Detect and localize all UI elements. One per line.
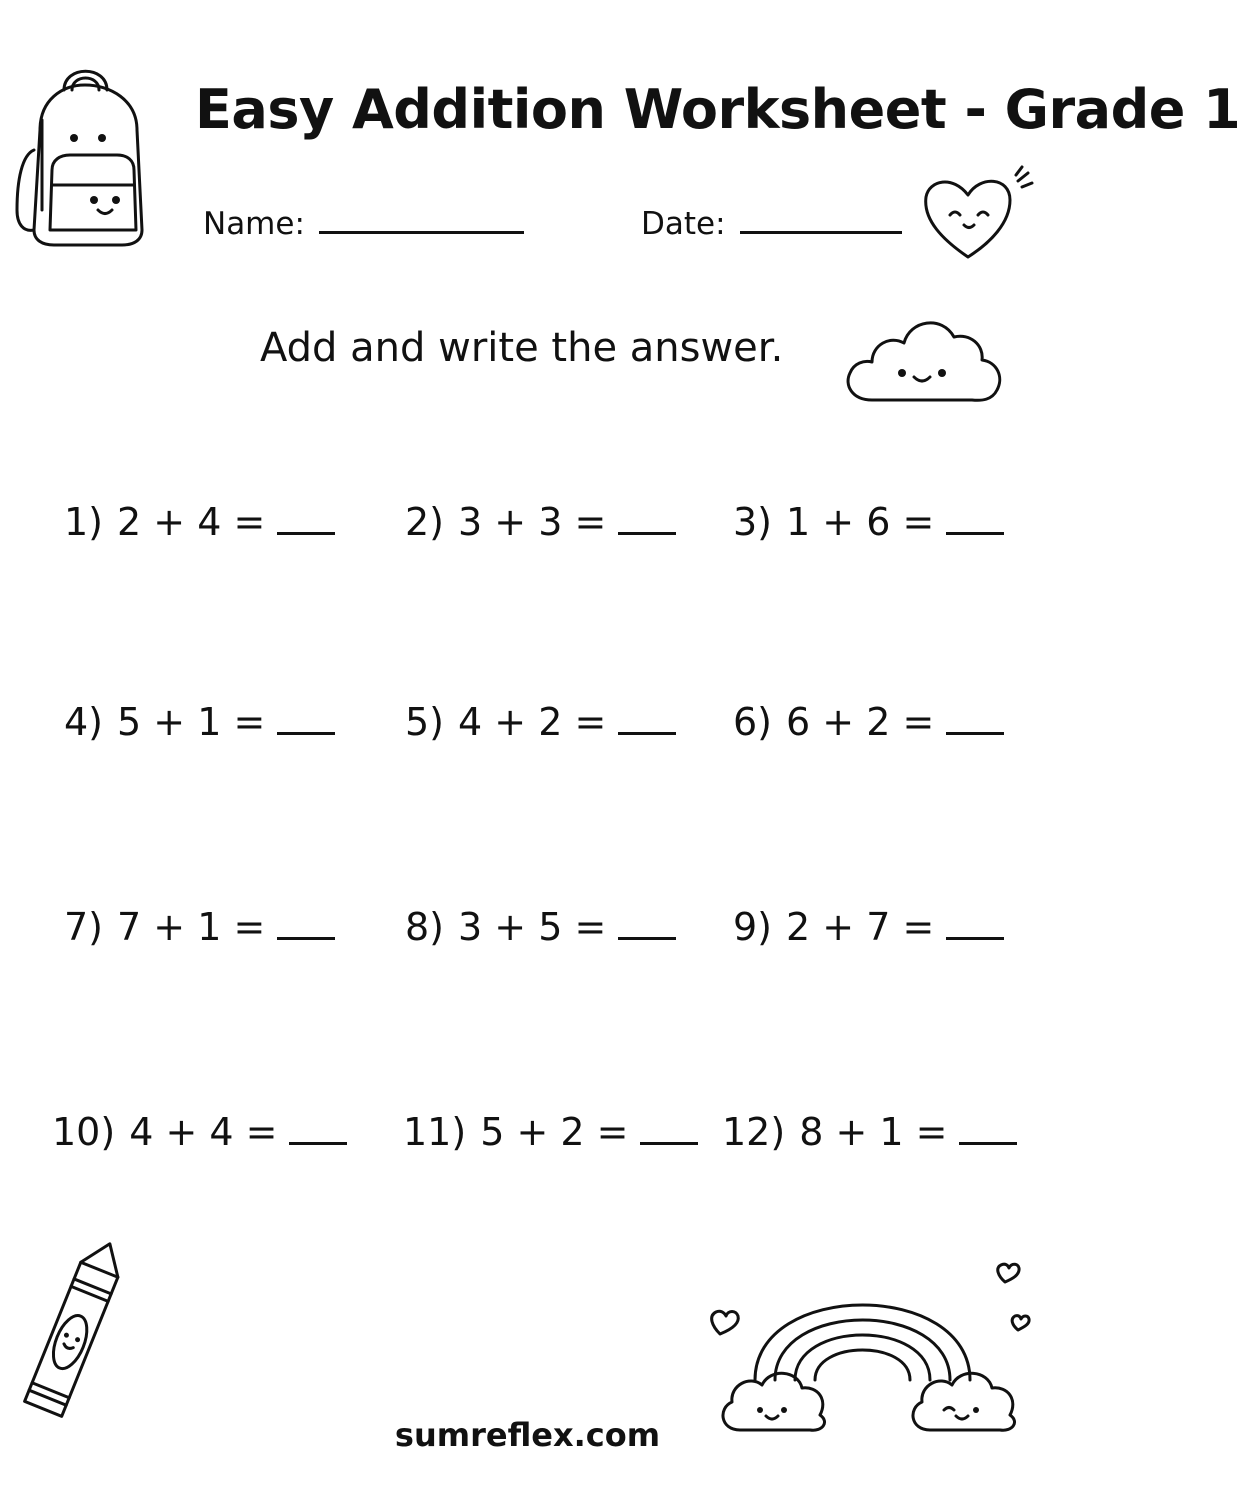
page-title: Easy Addition Worksheet - Grade 1 [195,78,1240,141]
answer-blank[interactable] [618,702,676,735]
answer-blank[interactable] [277,502,335,535]
date-label: Date: [641,206,726,242]
problem-item: 4) 5 + 1 = [64,700,335,744]
answer-blank[interactable] [946,702,1004,735]
answer-blank[interactable] [277,907,335,940]
problem-item: 12) 8 + 1 = [722,1110,1017,1154]
rainbow-icon [700,1230,1040,1440]
problem-item: 1) 2 + 4 = [64,500,335,544]
answer-blank[interactable] [640,1112,698,1145]
problem-item: 8) 3 + 5 = [405,905,676,949]
answer-blank[interactable] [618,502,676,535]
problem-item: 5) 4 + 2 = [405,700,676,744]
problem-item: 6) 6 + 2 = [733,700,1004,744]
problem-item: 7) 7 + 1 = [64,905,335,949]
problem-item: 10) 4 + 4 = [52,1110,347,1154]
problem-item: 3) 1 + 6 = [733,500,1004,544]
answer-blank[interactable] [946,502,1004,535]
problem-item: 11) 5 + 2 = [403,1110,698,1154]
answer-blank[interactable] [959,1112,1017,1145]
problem-item: 9) 2 + 7 = [733,905,1004,949]
answer-blank[interactable] [618,907,676,940]
problem-item: 2) 3 + 3 = [405,500,676,544]
answer-blank[interactable] [946,907,1004,940]
answer-blank[interactable] [277,702,335,735]
footer-website: sumreflex.com [394,1416,661,1454]
crayon-icon [15,1235,135,1425]
answer-blank[interactable] [289,1112,347,1145]
instruction-text: Add and write the answer. [260,325,784,371]
name-label: Name: [203,206,305,242]
